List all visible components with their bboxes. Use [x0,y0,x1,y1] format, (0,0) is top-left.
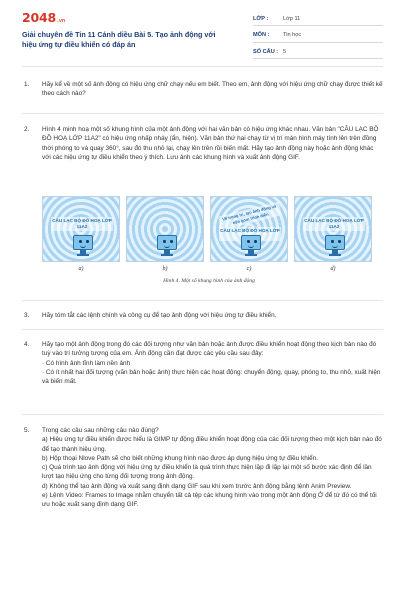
question-text: Hãy tạo một ảnh động trong đó các đối tượng như văn bản hoặc ảnh được điều khiển hoạt động theo kịch bản nào đó tuỳ vào trí tưởng tượng của em. Ảnh động cần đạt được các yêu cầu sau đây: · Có hình ảnh tĩnh làm nền ảnh · Có ít nhất hai đối tượng (văn bản hoặc ảnh) thực hiện các hoạt động: chuyển động, quay, phóng to, thu nhỏ, xuất hiện và biến mất. [42,341,381,386]
monitor-icon [157,235,177,250]
monitor-icon [241,235,261,250]
figure-animation-frames [42,196,376,288]
frame-text: CÂU LẠC BỘ ĐỒ HOẠ LỚP [219,227,281,241]
meta-row-class [253,12,383,26]
frame-image-b [126,196,204,262]
question-text: Trong các câu sau những câu nào đúng? a) Hiệu ứng tự điều khiển được hiểu là GIMP tự động điều khiển hoạt động của các đối tượng theo một kịch bản nào đó để tạo thành hiệu ứng. b) Hộp thoại Nlove Path sẽ cho biết những khung hình nào được áp dụng hiệu ứng tự điều khiển. c) Quá trình tạo ảnh động với hiệu ứng tự điều khiển là quá trình thực hiện lặp đi lặp lại một số bước xác định để lần lượt tạo hiệu ứng cho từng đối tượng trong ảnh động. d) Không thể tạo ảnh động và xuất sang định dạng GIF sau khi xem trước ảnh động bằng lệnh Anim Preview. e) Lệnh Video: Frames to Image nhằm chuyển tất cả tệp các khung hình vào trong một ảnh động Ở để từ đó có thể tối ưu hoặc xuất sang định dạng GIF. [42,427,382,509]
logo-text: 2048 [22,10,56,25]
frame-text: CÂU LẠC BỘ ĐỒ HOẠ LỚP 11A2 [304,218,364,229]
question-number: 5. [24,427,30,434]
meta-key: LỚP : [253,15,269,22]
question-number: 2. [24,126,30,133]
frame-text-rotated: Vẽ trong tri, tạo ảnh động và tiến gom trình diễn [218,202,282,231]
figure-caption: Hình 4. Một số khung hình của ảnh động [163,278,255,284]
frame-image-d [294,196,372,262]
question-number: 3. [24,312,30,319]
meta-value: Tin học [283,32,302,38]
frame-label-a: a) [78,266,84,272]
monitor-icon [325,235,345,250]
site-logo[interactable] [22,10,65,25]
question-divider [22,113,383,114]
meta-table [253,12,383,62]
frame-label-c: c) [246,266,252,272]
meta-row-subject [253,29,383,43]
meta-key: SỐ CÂU : [253,48,279,55]
meta-value: Lớp 11 [283,15,301,22]
meta-row-count [253,45,383,59]
question-divider [22,414,383,415]
question-text: Hình 4 minh hoạ một số khung hình của một ảnh động với hai văn bản có hiệu ứng khác nhau. Văn bản "CÂU LẠC BỘ ĐỒ HOẠ LỚP 11A2" có hiệu ứng nhấp nháy (ẩn, hiện). Văn bản thứ hai chạy từ vị trí màn hình máy tính lên trên đồng thời phóng to và quay 360°, sau đó thu nhỏ lại, chạy lên trên rồi biến mất. Hãy tạo ảnh động này hoặc ảnh động khác với các hiệu ứng tự điều khiển theo ý thích. Lưu ảnh các khung hình và xuất ảnh động GIF. [42,126,379,161]
question-number: 1. [24,81,30,88]
monitor-icon [73,235,93,250]
question-divider [22,300,383,301]
header-divider [22,66,383,67]
question-text: Hãy tóm tắt các lệnh chính và công cụ để tạo ảnh động với hiệu ứng tự điều khiển. [42,312,277,319]
frame-image-a [42,196,120,262]
question-divider [22,329,383,330]
frame-image-c [210,196,288,262]
question-number: 4. [24,341,30,348]
frame-text: CÂU LẠC BỘ ĐỒ HOẠ LỚP 11A2 [52,218,112,229]
question-text: Hãy kể về một số ảnh động có hiệu ứng chữ chạy nếu em biết. Theo em, ảnh động với hiệu ứng chữ chạy được thiết kế theo cách nào? [42,81,383,98]
frame-label-d: d) [330,266,336,272]
meta-value: 5 [283,48,287,55]
logo-suffix: .vn [57,18,66,24]
document-title: Giải chuyên đề Tin 11 Cánh diều Bài 5. Tạo ảnh động với hiệu ứng tự điều khiển có đáp án [22,30,216,49]
frame-label-b: b) [162,266,168,272]
meta-key: MÔN : [253,32,270,38]
page-header [0,0,400,62]
